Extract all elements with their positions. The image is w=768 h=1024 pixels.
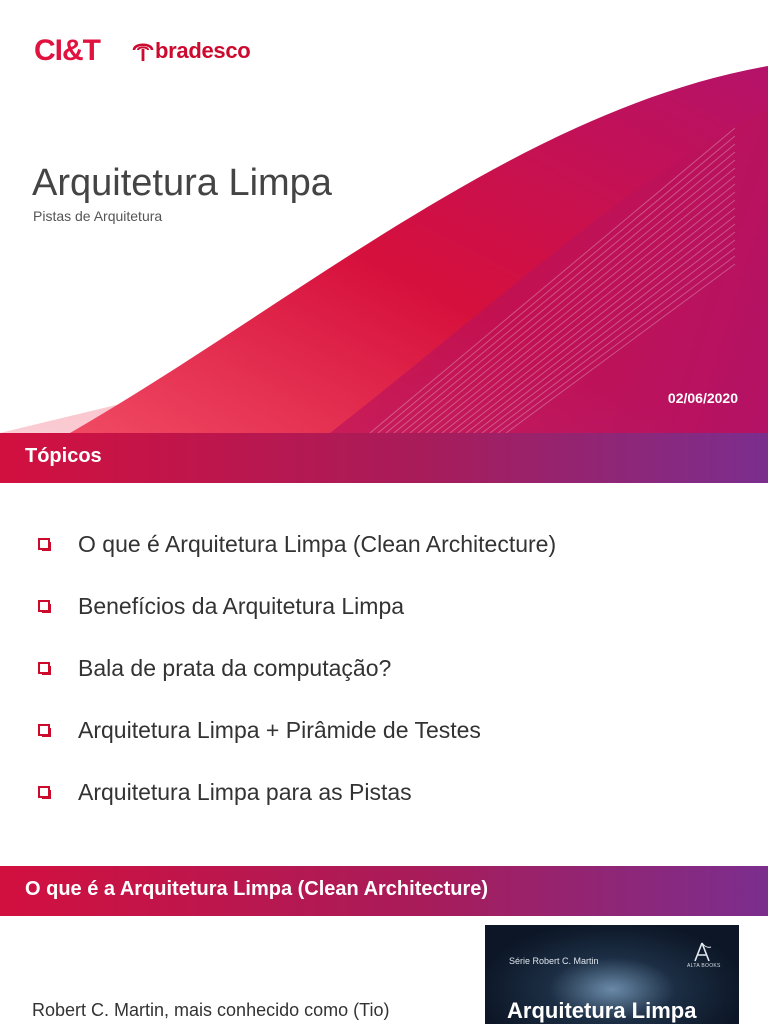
publisher-label: ALTA BOOKS [687, 963, 721, 969]
cover-subtitle: Pistas de Arquitetura [33, 208, 163, 224]
topic-label: Benefícios da Arquitetura Limpa [78, 592, 405, 619]
checkbox-bullet-icon [38, 786, 50, 798]
topics-list [38, 513, 556, 823]
book-title: Arquitetura Limpa [507, 998, 697, 1023]
topic-item [38, 637, 556, 699]
topic-label: Arquitetura Limpa para as Pistas [78, 778, 412, 805]
topic-item [38, 513, 556, 575]
topics-heading: Tópicos [25, 445, 102, 467]
bradesco-wordmark: bradesco [155, 38, 251, 63]
topic-label: Arquitetura Limpa + Pirâmide de Testes [78, 716, 481, 743]
topic-item [38, 575, 556, 637]
topic-label: O que é Arquitetura Limpa (Clean Architecture) [78, 530, 557, 557]
bradesco-tree-icon [132, 39, 154, 63]
clean-architecture-heading-bar [0, 866, 768, 916]
topics-heading-bar [0, 433, 768, 483]
book-cover-image [485, 925, 739, 1024]
checkbox-bullet-icon [38, 538, 50, 550]
book-series-label: Série Robert C. Martin [509, 956, 599, 966]
checkbox-bullet-icon [38, 662, 50, 674]
topic-label: Bala de prata da computação? [78, 654, 392, 681]
cover-title: Arquitetura Limpa [32, 162, 332, 204]
author-intro-text: Robert C. Martin, mais conhecido como (Tio) [32, 1000, 390, 1020]
topic-item [38, 699, 556, 761]
cover-slide [0, 0, 768, 433]
clean-architecture-heading: O que é a Arquitetura Limpa (Clean Architecture) [25, 878, 489, 900]
checkbox-bullet-icon [38, 724, 50, 736]
checkbox-bullet-icon [38, 600, 50, 612]
cover-date: 02/06/2020 [667, 390, 738, 406]
ciandt-logo: CI&T [34, 34, 100, 67]
bradesco-logo [132, 38, 250, 64]
topic-item [38, 761, 556, 823]
publisher-logo-icon [691, 941, 713, 965]
